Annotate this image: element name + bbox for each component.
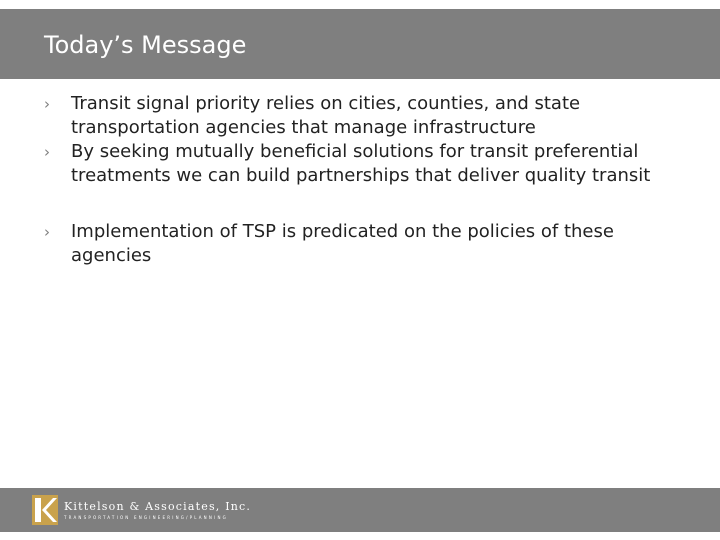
slide-title: Today’s Message [44,31,247,59]
slide-body [44,92,694,268]
title-bar [0,9,720,79]
bullet-text: Implementation of TSP is predicated on the policies of these agencies [71,221,614,266]
company-tagline: TRANSPORTATION ENGINEERING/PLANNING [64,515,228,520]
bullet-text: By seeking mutually beneficial solutions for transit preferential treatments we can build partnerships that deliver quality transit [71,141,651,186]
chevron-right-icon: › [44,95,50,113]
bullet-item [44,140,694,188]
bullet-item [44,92,694,140]
bullet-spacer [44,188,694,220]
bullet-item [44,220,694,268]
footer-bar [0,488,720,532]
kittelson-k-logo-icon [32,495,58,525]
bullet-text: Transit signal priority relies on cities, counties, and state transportation agencies that manage infrastructure [71,93,581,138]
company-name: Kittelson & Associates, Inc. [64,500,252,513]
chevron-right-icon: › [44,143,50,161]
chevron-right-icon: › [44,223,50,241]
